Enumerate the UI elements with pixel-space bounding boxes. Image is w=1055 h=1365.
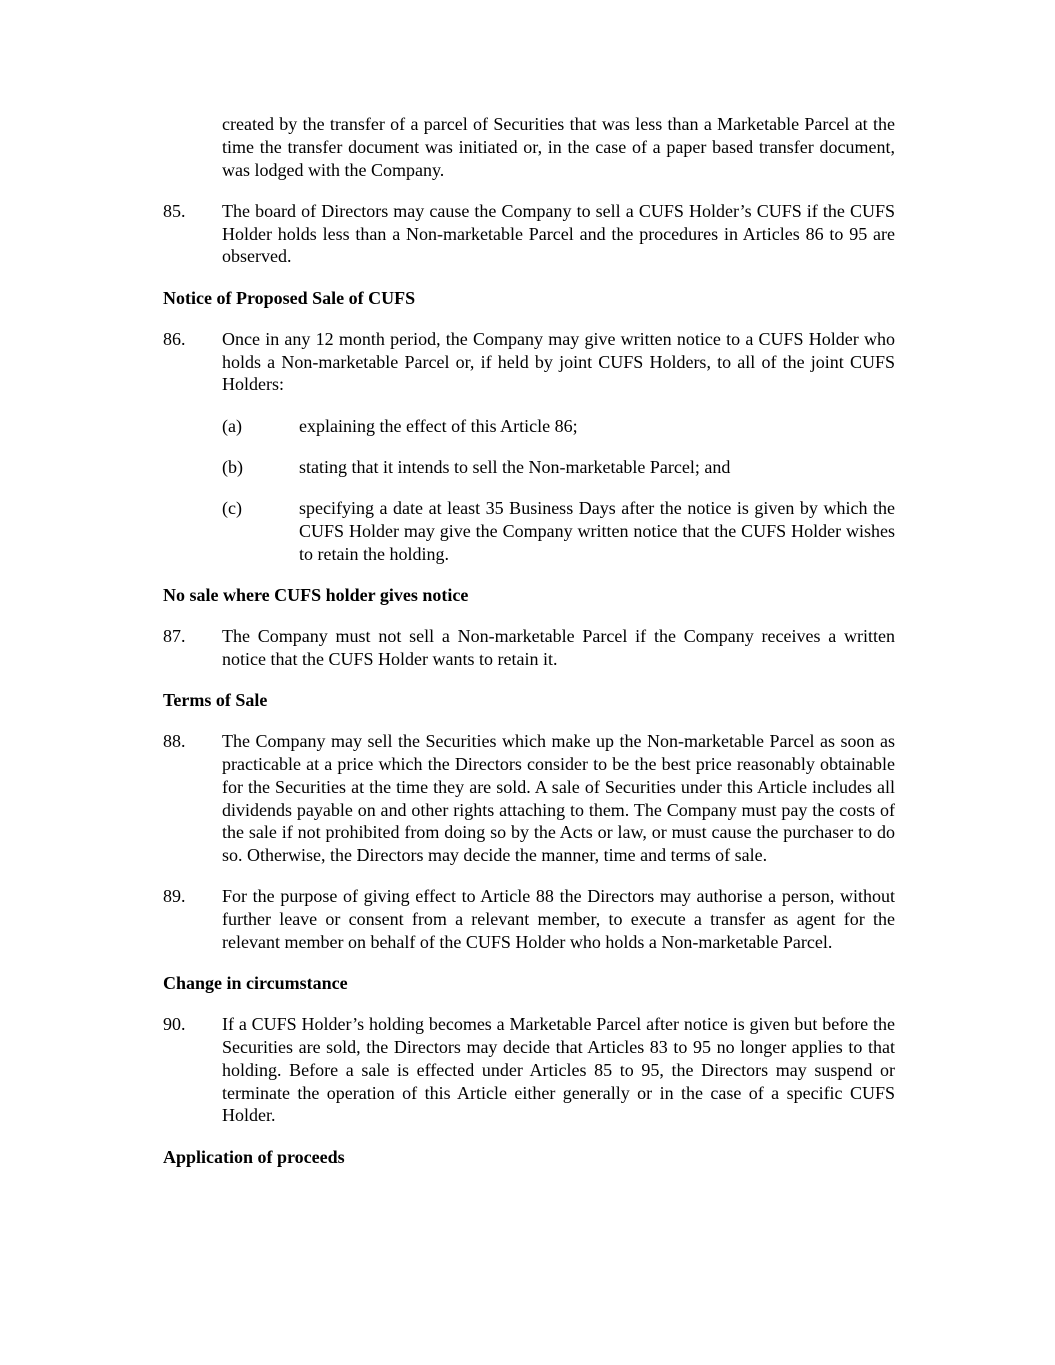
article-90-number: 90. bbox=[163, 1014, 186, 1035]
article-86-subitem-c bbox=[163, 497, 895, 565]
subitem-a-text: explaining the effect of this Article 86; bbox=[299, 415, 578, 436]
section-heading-change-in-circumstance: Change in circumstance bbox=[163, 973, 348, 993]
article-88-text: The Company may sell the Securities which make up the Non-marketable Parcel as soon as practicable at a price which the Directors consider to be the best price reasonably obtainable for the Securities at the time they are sold. A sale of Securities under this Article includes all dividends payable on and other rights attaching to them. The Company must pay the costs of the sale if not prohibited from doing so by the Acts or law, or must cause the purchaser to do so. Otherwise, the Directors may decide the manner, time and terms of sale. bbox=[222, 731, 895, 865]
article-87-number: 87. bbox=[163, 626, 186, 646]
section-heading-no-sale-where-cufs-holder-gives-notice: No sale where CUFS holder gives notice bbox=[163, 584, 469, 605]
subitem-a-label: (a) bbox=[222, 415, 242, 436]
article-90-text: If a CUFS Holder’s holding becomes a Marketable Parcel after notice is given but before the Securities are sold, the Directors may decide that Articles 83 to 95 no longer applies to that holding. Before a sale is effected under Articles 85 to 95, the Directors may suspend or terminate the operation of this Article either generally or in the case of a specific CUFS Holder. bbox=[222, 1014, 895, 1126]
subitem-c-text: specifying a date at least 35 Business Days after the notice is given by which the CUFS Holder may give the Company written notice that the CUFS Holder wishes to retain the holding. bbox=[299, 498, 895, 564]
subitem-b-label: (b) bbox=[222, 456, 243, 477]
article-88-number: 88. bbox=[163, 731, 186, 752]
paragraph-continuation: created by the transfer of a parcel of Securities that was less than a Marketable Parcel at the time the transfer document was initiated or, in the case of a paper based transfer document, was lodged with the Company. bbox=[222, 114, 895, 180]
article-87-text: The Company must not sell a Non-marketable Parcel if the Company receives a written notice that the CUFS Holder wants to retain it. bbox=[222, 626, 895, 669]
article-89-text: For the purpose of giving effect to Article 88 the Directors may authorise a person, without further leave or consent from a relevant member, to execute a transfer as agent for the relevant member on behalf of the CUFS Holder who holds a Non-marketable Parcel. bbox=[222, 886, 895, 952]
article-86-number: 86. bbox=[163, 328, 186, 349]
article-89 bbox=[163, 885, 895, 953]
subitem-c-label: (c) bbox=[222, 498, 242, 518]
subitem-b-text: stating that it intends to sell the Non-marketable Parcel; and bbox=[299, 456, 731, 477]
article-88 bbox=[163, 730, 895, 867]
article-90 bbox=[163, 1013, 895, 1127]
article-85-text: The board of Directors may cause the Company to sell a CUFS Holder’s CUFS if the CUFS Holder holds less than a Non-marketable Parcel and the procedures in Articles 86 to 95 are observed. bbox=[222, 200, 895, 267]
article-85 bbox=[163, 200, 895, 268]
section-heading-application-of-proceeds: Application of proceeds bbox=[163, 1146, 345, 1167]
section-heading-notice-of-proposed-sale: Notice of Proposed Sale of CUFS bbox=[163, 287, 416, 308]
article-87 bbox=[163, 625, 895, 671]
article-86-subitem-a bbox=[163, 415, 895, 438]
article-89-number: 89. bbox=[163, 886, 186, 907]
article-86-text: Once in any 12 month period, the Company may give written notice to a CUFS Holder who holds a Non-marketable Parcel or, if held by joint CUFS Holders, to all of the joint CUFS Holders: bbox=[222, 328, 895, 395]
section-heading-terms-of-sale: Terms of Sale bbox=[163, 690, 268, 710]
article-86-subitem-b bbox=[163, 456, 895, 479]
article-85-number: 85. bbox=[163, 200, 186, 221]
article-86 bbox=[163, 328, 895, 396]
